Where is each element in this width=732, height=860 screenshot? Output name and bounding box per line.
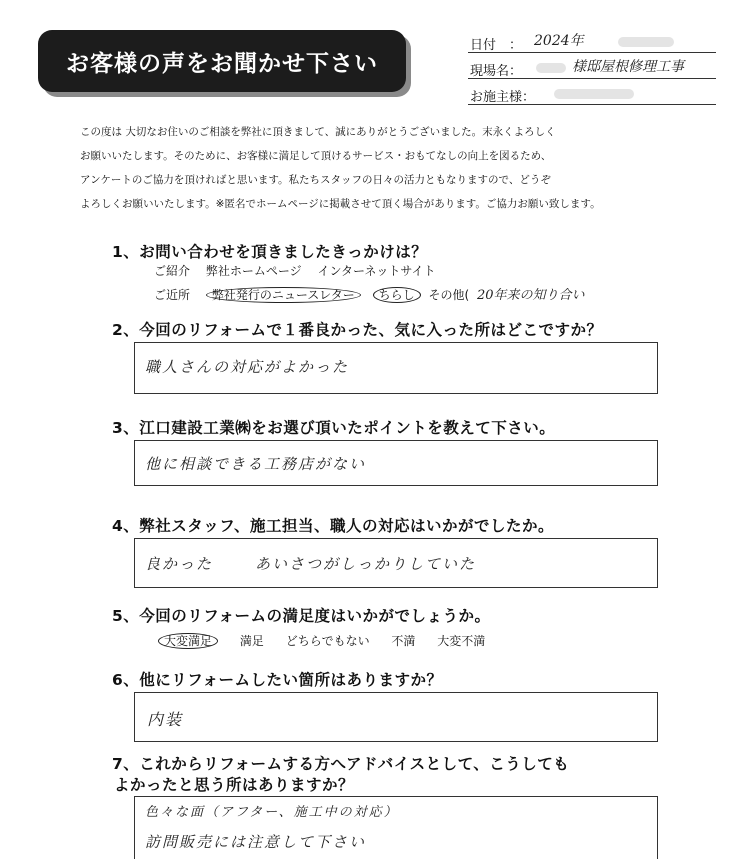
client-row: [468, 82, 716, 105]
question-4: 4、弊社スタッフ、施工担当、職人の対応はいかがでしたか。: [112, 517, 555, 535]
q4-answer-box: [134, 538, 658, 588]
q2-answer-box: [134, 342, 658, 394]
intro-text: [80, 120, 680, 216]
date-row: [468, 30, 716, 53]
site-row: [468, 56, 716, 79]
q5-option: 満足: [239, 634, 264, 648]
question-7-line1: 7、これからリフォームする方へアドバイスとして、こうしても: [112, 755, 570, 773]
q7-answer-line1: 色々な面（アフター、施工中の対応）: [145, 805, 399, 820]
question-2: 2、今回のリフォームで１番良かった、気に入った所はどこですか？: [112, 321, 603, 339]
date-label: 日付 ：: [470, 38, 523, 53]
q5-option: 大変不満: [437, 634, 486, 648]
q1-option: ご近所: [154, 288, 191, 302]
q1-option: 弊社ホームページ: [205, 264, 302, 278]
site-label: 現場名：: [470, 64, 523, 79]
q7-answer-box: [134, 796, 658, 859]
q1-option-selected: ちらし: [373, 287, 421, 303]
q4-answer-b: あいさつがしっかりしていた: [255, 555, 477, 573]
q5-option-selected: 大変満足: [158, 633, 218, 649]
intro-line: よろしくお願いいたします。※匿名でホームページに掲載させて頂く場合があります。ご協力お願い致します。: [80, 198, 601, 210]
q5-option: 不満: [391, 634, 416, 648]
q1-option: その他(: [428, 288, 470, 302]
question-1: 1、お問い合わせを頂きましたきっかけは？: [112, 243, 428, 261]
question-6: 6、他にリフォームしたい箇所はありますか？: [112, 671, 443, 689]
q6-answer: 内装: [147, 710, 184, 729]
q3-answer-box: [134, 440, 658, 486]
q5-options: [158, 632, 497, 649]
survey-title-banner: [38, 30, 406, 92]
q7-answer-line2: 訪問販売には注意して下さい: [145, 833, 367, 851]
q6-answer-box: [134, 692, 658, 742]
client-label: お施主様：: [470, 90, 536, 105]
q3-answer: 他に相談できる工務店がない: [145, 455, 367, 473]
q1-options-row2: [154, 284, 597, 303]
q2-answer: 職人さんの対応がよかった: [145, 358, 350, 376]
q1-option-selected: 弊社発行のニュースレター: [206, 287, 361, 303]
survey-title: お客様の声をお聞かせ下さい: [66, 50, 378, 77]
question-5: 5、今回のリフォームの満足度はいかがでしょうか。: [112, 607, 491, 625]
q1-other-answer: 20年来の知り合い: [476, 288, 585, 303]
q1-option: ご紹介: [154, 264, 191, 278]
redacted-client-name: [554, 89, 634, 99]
redacted-date: [618, 37, 674, 47]
redacted-site-name: [536, 63, 566, 73]
question-3: 3、江口建設工業㈱をお選び頂いたポイントを教えて下さい。: [112, 419, 556, 437]
q4-answer-a: 良かった: [145, 555, 214, 573]
site-value: 様邸屋根修理工事: [572, 59, 684, 75]
date-value: 2024年: [534, 33, 584, 49]
q1-options-row1: [154, 262, 448, 279]
intro-line: この度は 大切なお住いのご相談を弊社に頂きまして、誠にありがとうございました。末永くよろしく: [80, 126, 556, 138]
q1-option: インターネットサイト: [317, 264, 436, 278]
intro-line: お願いいたします。そのために、お客様に満足して頂けるサービス・おもてなしの向上を図るため、: [80, 150, 552, 162]
q5-option: どちらでもない: [285, 634, 370, 648]
question-7-line2: よかったと思う所はありますか？: [114, 776, 355, 794]
intro-line: アンケートのご協力を頂ければと思います。私たちスタッフの日々の活力ともなりますので、どうぞ: [80, 174, 551, 186]
